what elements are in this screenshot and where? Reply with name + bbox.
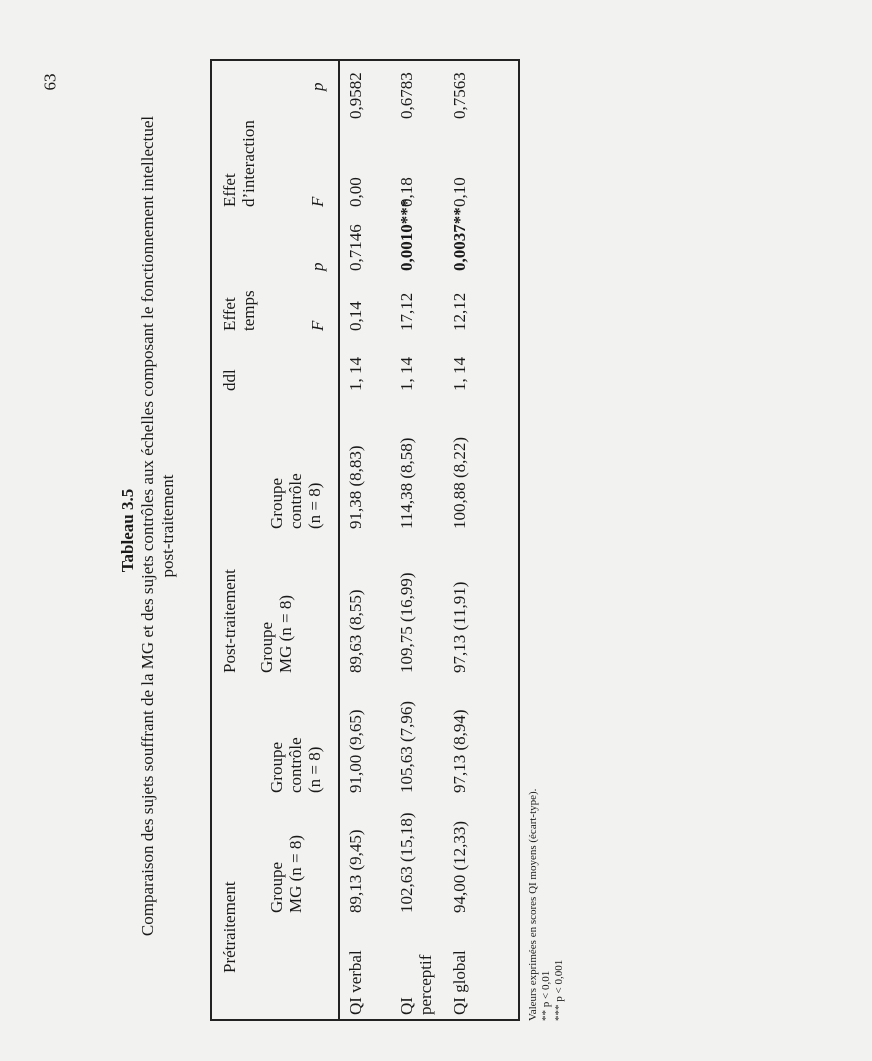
cell: 97,13 (8,94) bbox=[450, 709, 469, 793]
subheader-pre-controle: Groupe contrôle (n = 8) bbox=[267, 737, 324, 793]
header-effet-interaction: Effet d’interaction bbox=[220, 120, 258, 207]
note-p001: *** p < 0,001 bbox=[553, 959, 565, 1021]
cell: 89,63 (8,55) bbox=[346, 589, 365, 673]
subheader-pre-mg: Groupe MG (n = 8) bbox=[267, 834, 305, 913]
cell: 0,9582 bbox=[346, 72, 365, 119]
subheader-post-mg: Groupe MG (n = 8) bbox=[257, 594, 295, 673]
cell: 1, 14 bbox=[397, 357, 416, 391]
header-post-traitement: Post-traitement bbox=[220, 569, 239, 673]
table-caption: Comparaison des sujets souffrant de la MG et des sujets contrôles aux échelles composant le fonctionnement intellectuel post-traitement bbox=[138, 115, 177, 937]
table-notes bbox=[527, 789, 566, 1021]
cell: 0,00 bbox=[346, 177, 365, 207]
subheader-post-controle: Groupe contrôle (n = 8) bbox=[267, 473, 324, 529]
cell: 91,38 (8,83) bbox=[346, 445, 365, 529]
cell: 12,12 bbox=[450, 292, 469, 331]
note-p01: ** p < 0,01 bbox=[540, 970, 552, 1021]
cell: 0,7563 bbox=[450, 72, 469, 119]
cell: 89,13 (9,45) bbox=[346, 829, 365, 913]
header-ddl: ddl bbox=[220, 369, 239, 391]
cell: 100,88 (8,22) bbox=[450, 436, 469, 529]
cell: 109,75 (16,99) bbox=[397, 572, 416, 673]
header-rule bbox=[338, 61, 340, 1019]
cell: 105,63 (7,96) bbox=[397, 700, 416, 793]
cell: 94,00 (12,33) bbox=[450, 820, 469, 913]
cell: 102,63 (15,18) bbox=[397, 812, 416, 913]
results-table bbox=[210, 59, 520, 1021]
header-pretraitement: Prétraitement bbox=[220, 881, 239, 973]
cell: 0,0037** bbox=[450, 207, 469, 271]
cell: 0,7146 bbox=[346, 224, 365, 271]
cell: 97,13 (11,91) bbox=[450, 581, 469, 673]
row-label: QI global bbox=[450, 950, 469, 1015]
subheader-int-p: p bbox=[308, 82, 327, 91]
cell: 91,00 (9,65) bbox=[346, 709, 365, 793]
subheader-time-p: p bbox=[308, 262, 327, 271]
cell: 0,14 bbox=[346, 301, 365, 331]
note-units: Valeurs exprimées en scores QI moyens (écart-type). bbox=[527, 788, 539, 1021]
header-effet-temps: Effet temps bbox=[220, 290, 258, 331]
table-title: Tableau 3.5 bbox=[118, 488, 137, 573]
page-number: 63 bbox=[40, 73, 60, 91]
row-label: QI verbal bbox=[346, 950, 365, 1015]
cell: 1, 14 bbox=[450, 357, 469, 391]
subheader-time-F: F bbox=[308, 320, 327, 331]
cell: 114,38 (8,58) bbox=[397, 437, 416, 529]
cell: 0,10 bbox=[450, 177, 469, 207]
subheader-int-F: F bbox=[308, 196, 327, 207]
row-label: QI perceptif bbox=[397, 954, 435, 1015]
cell: 0,6783 bbox=[397, 72, 416, 119]
cell: 0,18 bbox=[397, 177, 416, 207]
cell: 17,12 bbox=[397, 292, 416, 331]
cell: 1, 14 bbox=[346, 357, 365, 391]
cell: 0,0010*** bbox=[397, 198, 416, 271]
